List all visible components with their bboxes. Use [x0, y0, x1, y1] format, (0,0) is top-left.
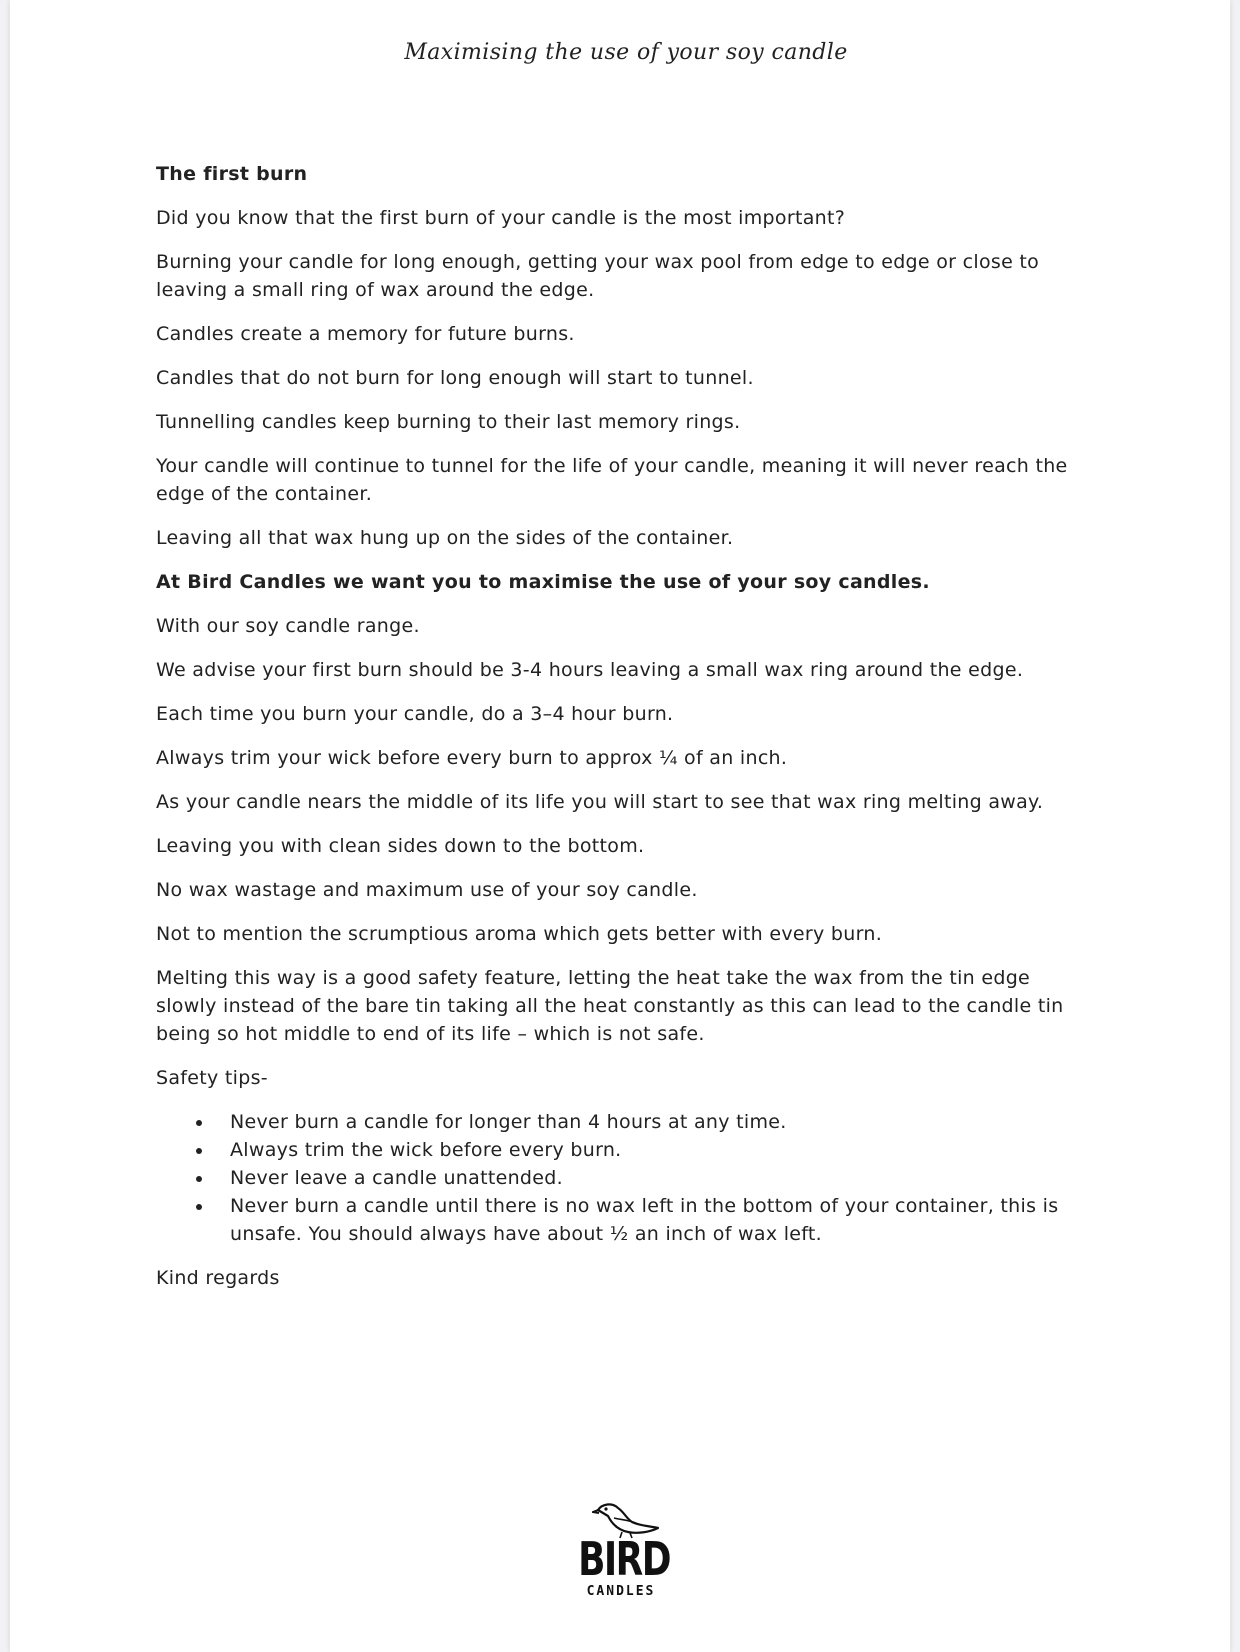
- paragraph: Candles create a memory for future burns.: [156, 323, 575, 345]
- document-title: Maximising the use of your soy candle: [404, 40, 848, 65]
- paragraph: Tunnelling candles keep burning to their last memory rings.: [156, 411, 741, 433]
- paragraph: We advise your first burn should be 3-4 hours leaving a small wax ring around the edge.: [156, 659, 1024, 681]
- section-heading: The first burn: [156, 163, 308, 185]
- paragraph: Did you know that the first burn of your candle is the most important?: [156, 207, 846, 229]
- document-page: [10, 0, 1230, 1652]
- list-item: Always trim the wick before every burn.: [230, 1136, 1096, 1164]
- document-text: [156, 160, 1096, 1308]
- paragraph: Burning your candle for long enough, getting your wax pool from edge to edge or close to leaving a small ring of wax around the edge.: [156, 251, 1040, 301]
- logo-wordmark: BIRD: [578, 1532, 670, 1586]
- paragraph: No wax wastage and maximum use of your soy candle.: [156, 879, 698, 901]
- paragraph: With our soy candle range.: [156, 615, 420, 637]
- paragraph: Always trim your wick before every burn to approx ¼ of an inch.: [156, 747, 788, 769]
- signoff: Kind regards: [156, 1267, 280, 1289]
- paragraph: As your candle nears the middle of its life you will start to see that wax ring melting away.: [156, 791, 1044, 813]
- paragraph: Candles that do not burn for long enough will start to tunnel.: [156, 367, 754, 389]
- paragraph: Not to mention the scrumptious aroma which gets better with every burn.: [156, 923, 883, 945]
- list-item: Never burn a candle until there is no wax left in the bottom of your container, this is unsafe. You should always have about ½ an inch of wax left.: [230, 1192, 1096, 1248]
- bird-candles-logo: [566, 1500, 676, 1610]
- paragraph: Leaving you with clean sides down to the bottom.: [156, 835, 645, 857]
- paragraph: Your candle will continue to tunnel for the life of your candle, meaning it will never reach the edge of the container.: [156, 455, 1068, 505]
- paragraph: Leaving all that wax hung up on the sides of the container.: [156, 527, 734, 549]
- paragraph: Melting this way is a good safety feature, letting the heat take the wax from the tin edge slowly instead of the bare tin taking all the heat constantly as this can lead to the candle tin being so hot middle to end of its life – which is not safe.: [156, 967, 1064, 1045]
- safety-tips-list: [156, 1108, 1096, 1248]
- logo-subtitle: CANDLES: [586, 1584, 656, 1599]
- list-item: Never leave a candle unattended.: [230, 1164, 1096, 1192]
- paragraph: Each time you burn your candle, do a 3–4 hour burn.: [156, 703, 674, 725]
- list-item: Never burn a candle for longer than 4 hours at any time.: [230, 1108, 1096, 1136]
- bold-statement: At Bird Candles we want you to maximise the use of your soy candles.: [156, 571, 930, 593]
- safety-tips-title: Safety tips-: [156, 1067, 268, 1089]
